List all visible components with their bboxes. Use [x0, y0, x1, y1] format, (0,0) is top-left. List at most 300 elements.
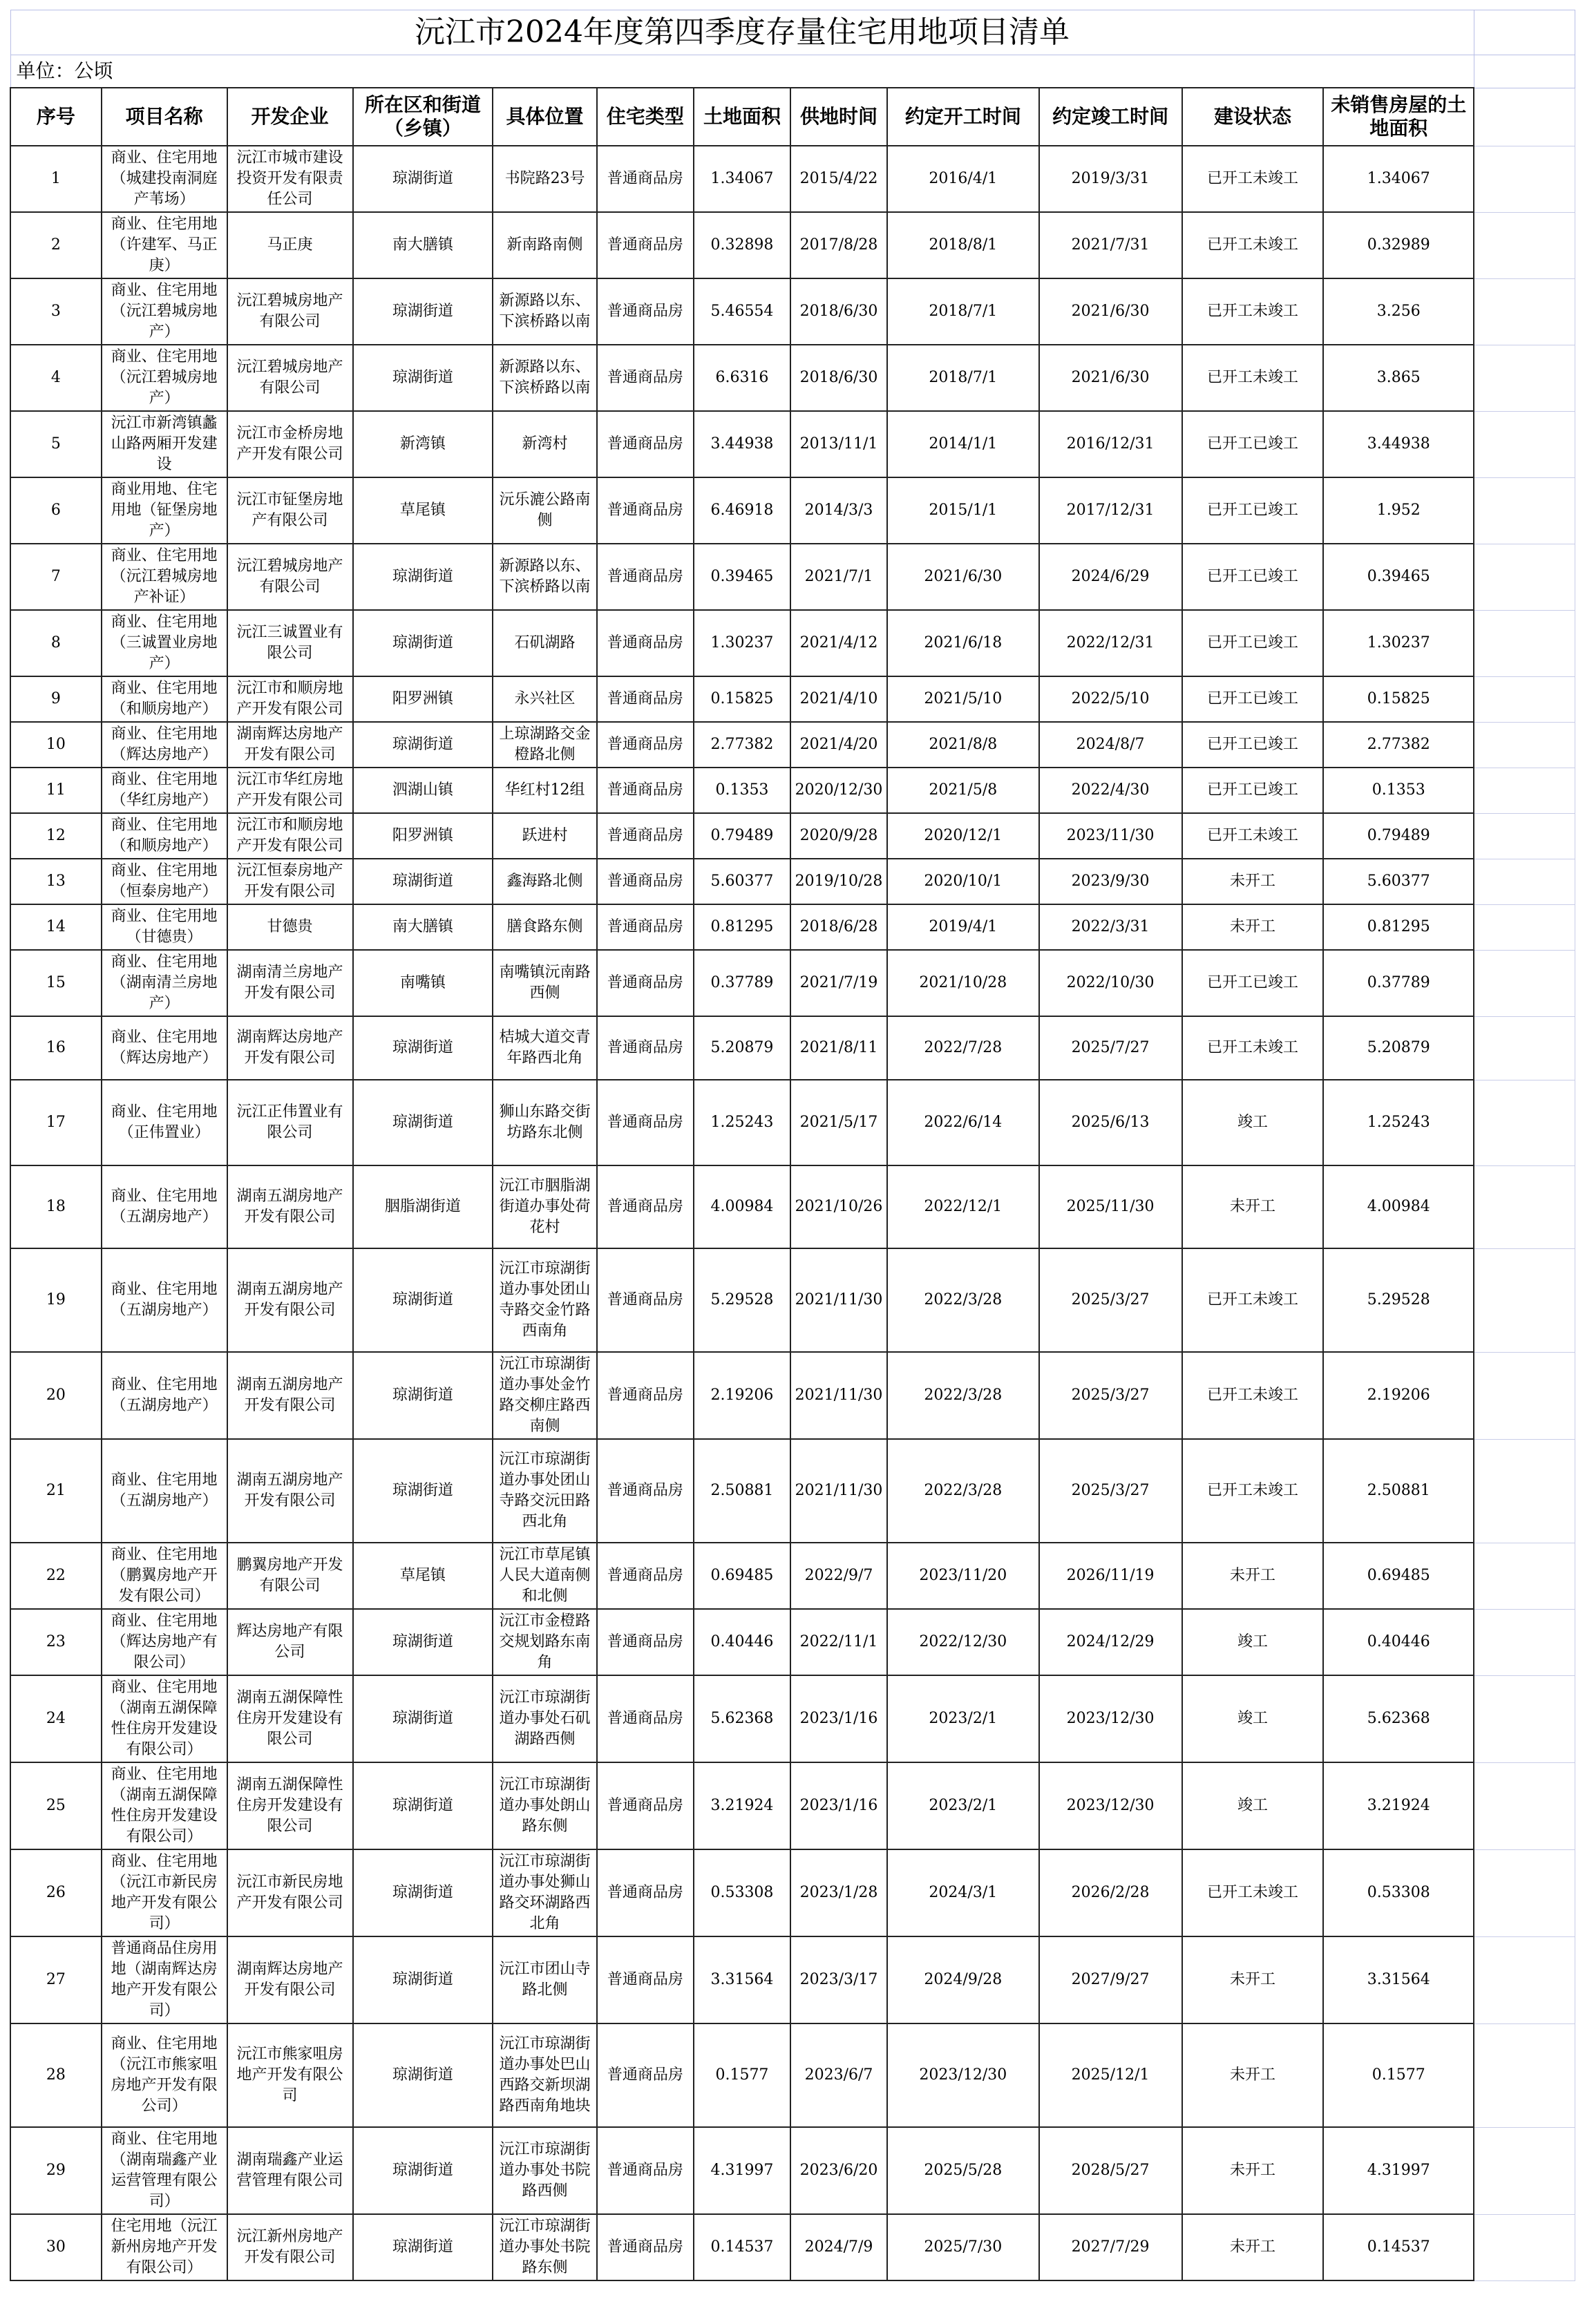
- blank-cell: [1474, 411, 1575, 477]
- cell-completion-date: 2021/6/30: [1039, 278, 1182, 345]
- cell-location: 沅江市琼湖街道办事处团山寺路交沅田路西北角: [493, 1439, 597, 1543]
- blank-cell: [1474, 768, 1575, 813]
- blank-cell: [1474, 950, 1575, 1016]
- cell-status: 竣工: [1182, 1675, 1324, 1762]
- cell-start-date: 2025/5/28: [887, 2127, 1039, 2214]
- cell-completion-date: 2022/3/31: [1039, 904, 1182, 950]
- cell-status: 已开工未竣工: [1182, 813, 1324, 859]
- col-header-land-area: 土地面积: [694, 88, 790, 146]
- cell-project-name: 商业、住宅用地（五湖房地产）: [102, 1352, 227, 1439]
- table-body: [10, 146, 1575, 2280]
- cell-serial: 7: [10, 544, 102, 610]
- cell-start-date: 2022/12/1: [887, 1165, 1039, 1248]
- cell-serial: 29: [10, 2127, 102, 2214]
- cell-project-name: 商业、住宅用地（五湖房地产）: [102, 1248, 227, 1352]
- spreadsheet: [10, 10, 1575, 2281]
- cell-start-date: 2023/11/20: [887, 1543, 1039, 1609]
- cell-developer: 沅江市熊家咀房地产开发有限公司: [227, 2023, 353, 2127]
- land-project-table: [10, 10, 1575, 2281]
- cell-supply-date: 2021/10/26: [790, 1165, 887, 1248]
- cell-developer: 湖南瑞鑫产业运营管理有限公司: [227, 2127, 353, 2214]
- cell-start-date: 2021/5/8: [887, 768, 1039, 813]
- cell-start-date: 2023/12/30: [887, 2023, 1039, 2127]
- cell-location: 沅江市琼湖街道办事处团山寺路交金竹路西南角: [493, 1248, 597, 1352]
- cell-supply-date: 2021/7/19: [790, 950, 887, 1016]
- cell-district: 琼湖街道: [353, 1609, 493, 1675]
- table-row: [10, 950, 1575, 1016]
- cell-status: 已开工未竣工: [1182, 1248, 1324, 1352]
- cell-housing-type: 普通商品房: [597, 2214, 694, 2280]
- blank-cell: [1474, 1609, 1575, 1675]
- cell-status: 已开工已竣工: [1182, 477, 1324, 544]
- col-header-housing-type: 住宅类型: [597, 88, 694, 146]
- table-row: [10, 1439, 1575, 1543]
- table-row: [10, 610, 1575, 676]
- cell-developer: 沅江市华红房地产开发有限公司: [227, 768, 353, 813]
- cell-supply-date: 2018/6/28: [790, 904, 887, 950]
- cell-location: 沅江市琼湖街道办事处石矶湖路西侧: [493, 1675, 597, 1762]
- cell-unsold-area: 0.14537: [1323, 2214, 1474, 2280]
- cell-housing-type: 普通商品房: [597, 1675, 694, 1762]
- cell-unsold-area: 0.40446: [1323, 1609, 1474, 1675]
- cell-serial: 11: [10, 768, 102, 813]
- cell-project-name: 商业、住宅用地（湖南清兰房地产）: [102, 950, 227, 1016]
- cell-project-name: 商业、住宅用地（沅江碧城房地产）: [102, 278, 227, 345]
- table-row: [10, 1762, 1575, 1849]
- cell-status: 已开工未竣工: [1182, 1439, 1324, 1543]
- cell-status: 已开工已竣工: [1182, 676, 1324, 722]
- blank-cell: [1474, 2127, 1575, 2214]
- cell-start-date: 2019/4/1: [887, 904, 1039, 950]
- cell-location: 沅江市团山寺路北侧: [493, 1936, 597, 2023]
- cell-developer: 湖南五湖房地产开发有限公司: [227, 1248, 353, 1352]
- table-row: [10, 2214, 1575, 2280]
- cell-serial: 28: [10, 2023, 102, 2127]
- cell-status: 未开工: [1182, 904, 1324, 950]
- cell-housing-type: 普通商品房: [597, 278, 694, 345]
- cell-housing-type: 普通商品房: [597, 1165, 694, 1248]
- cell-start-date: 2021/10/28: [887, 950, 1039, 1016]
- cell-unsold-area: 2.19206: [1323, 1352, 1474, 1439]
- cell-project-name: 商业、住宅用地（沅江市新民房地产开发有限公司）: [102, 1849, 227, 1936]
- cell-district: 琼湖街道: [353, 2023, 493, 2127]
- cell-serial: 18: [10, 1165, 102, 1248]
- cell-unsold-area: 5.20879: [1323, 1016, 1474, 1080]
- table-row: [10, 1675, 1575, 1762]
- cell-developer: 沅江市钲堡房地产有限公司: [227, 477, 353, 544]
- cell-status: 未开工: [1182, 2023, 1324, 2127]
- cell-unsold-area: 3.31564: [1323, 1936, 1474, 2023]
- cell-serial: 6: [10, 477, 102, 544]
- table-row: [10, 212, 1575, 278]
- cell-supply-date: 2023/6/20: [790, 2127, 887, 2214]
- cell-serial: 20: [10, 1352, 102, 1439]
- col-header-location: 具体位置: [493, 88, 597, 146]
- cell-land-area: 4.31997: [694, 2127, 790, 2214]
- cell-serial: 26: [10, 1849, 102, 1936]
- cell-housing-type: 普通商品房: [597, 1248, 694, 1352]
- table-row: [10, 278, 1575, 345]
- cell-location: 南嘴镇沅南路西侧: [493, 950, 597, 1016]
- cell-project-name: 商业、住宅用地（沅江碧城房地产）: [102, 345, 227, 411]
- cell-developer: 沅江市和顺房地产开发有限公司: [227, 813, 353, 859]
- cell-housing-type: 普通商品房: [597, 1016, 694, 1080]
- cell-developer: 沅江正伟置业有限公司: [227, 1080, 353, 1165]
- cell-developer: 湖南清兰房地产开发有限公司: [227, 950, 353, 1016]
- cell-project-name: 商业、住宅用地（华红房地产）: [102, 768, 227, 813]
- cell-district: 草尾镇: [353, 477, 493, 544]
- cell-location: 沅乐漉公路南侧: [493, 477, 597, 544]
- cell-district: 琼湖街道: [353, 1016, 493, 1080]
- cell-project-name: 商业、住宅用地（五湖房地产）: [102, 1165, 227, 1248]
- table-row: [10, 1543, 1575, 1609]
- cell-serial: 17: [10, 1080, 102, 1165]
- blank-cell: [1474, 345, 1575, 411]
- cell-housing-type: 普通商品房: [597, 676, 694, 722]
- cell-developer: 湖南五湖房地产开发有限公司: [227, 1439, 353, 1543]
- col-header-developer: 开发企业: [227, 88, 353, 146]
- cell-start-date: 2023/2/1: [887, 1762, 1039, 1849]
- cell-location: 沅江市琼湖街道办事处书院路东侧: [493, 2214, 597, 2280]
- cell-status: 未开工: [1182, 1936, 1324, 2023]
- cell-start-date: 2014/1/1: [887, 411, 1039, 477]
- cell-location: 书院路23号: [493, 146, 597, 212]
- cell-completion-date: 2028/5/27: [1039, 2127, 1182, 2214]
- blank-cell: [1474, 1165, 1575, 1248]
- cell-developer: 鹏翼房地产开发有限公司: [227, 1543, 353, 1609]
- blank-cell: [1474, 55, 1575, 88]
- cell-project-name: 住宅用地（沅江新州房地产开发有限公司）: [102, 2214, 227, 2280]
- cell-unsold-area: 0.81295: [1323, 904, 1474, 950]
- cell-project-name: 商业、住宅用地（湖南五湖保障性住房开发建设有限公司）: [102, 1675, 227, 1762]
- cell-status: 已开工未竣工: [1182, 146, 1324, 212]
- cell-unsold-area: 3.44938: [1323, 411, 1474, 477]
- cell-completion-date: 2021/7/31: [1039, 212, 1182, 278]
- cell-supply-date: 2021/5/17: [790, 1080, 887, 1165]
- cell-district: 琼湖街道: [353, 2127, 493, 2214]
- table-row: [10, 768, 1575, 813]
- cell-project-name: 商业、住宅用地（和顺房地产）: [102, 813, 227, 859]
- cell-location: 新源路以东、下滨桥路以南: [493, 544, 597, 610]
- cell-housing-type: 普通商品房: [597, 768, 694, 813]
- cell-land-area: 0.53308: [694, 1849, 790, 1936]
- cell-location: 沅江市琼湖街道办事处金竹路交柳庄路西南侧: [493, 1352, 597, 1439]
- table-row: [10, 1165, 1575, 1248]
- cell-unsold-area: 2.50881: [1323, 1439, 1474, 1543]
- cell-supply-date: 2013/11/1: [790, 411, 887, 477]
- cell-status: 已开工已竣工: [1182, 610, 1324, 676]
- cell-land-area: 0.39465: [694, 544, 790, 610]
- blank-cell: [1474, 1543, 1575, 1609]
- cell-land-area: 5.20879: [694, 1016, 790, 1080]
- cell-district: 琼湖街道: [353, 610, 493, 676]
- col-header-start-date: 约定开工时间: [887, 88, 1039, 146]
- cell-supply-date: 2021/7/1: [790, 544, 887, 610]
- cell-completion-date: 2025/12/1: [1039, 2023, 1182, 2127]
- cell-housing-type: 普通商品房: [597, 1439, 694, 1543]
- cell-supply-date: 2022/11/1: [790, 1609, 887, 1675]
- cell-housing-type: 普通商品房: [597, 1352, 694, 1439]
- blank-cell: [1474, 212, 1575, 278]
- cell-land-area: 3.31564: [694, 1936, 790, 2023]
- cell-start-date: 2021/5/10: [887, 676, 1039, 722]
- cell-housing-type: 普通商品房: [597, 345, 694, 411]
- table-row: [10, 813, 1575, 859]
- cell-housing-type: 普通商品房: [597, 950, 694, 1016]
- cell-start-date: 2020/10/1: [887, 859, 1039, 904]
- blank-cell: [1474, 2214, 1575, 2280]
- blank-cell: [1474, 1080, 1575, 1165]
- cell-unsold-area: 0.69485: [1323, 1543, 1474, 1609]
- cell-housing-type: 普通商品房: [597, 610, 694, 676]
- cell-completion-date: 2023/11/30: [1039, 813, 1182, 859]
- table-row: [10, 859, 1575, 904]
- cell-completion-date: 2023/9/30: [1039, 859, 1182, 904]
- cell-land-area: 1.30237: [694, 610, 790, 676]
- cell-completion-date: 2024/12/29: [1039, 1609, 1182, 1675]
- cell-unsold-area: 0.1353: [1323, 768, 1474, 813]
- cell-location: 膳食路东侧: [493, 904, 597, 950]
- document-title: 沅江市2024年度第四季度存量住宅用地项目清单: [10, 10, 1474, 55]
- cell-district: 新湾镇: [353, 411, 493, 477]
- table-row: [10, 1016, 1575, 1080]
- cell-project-name: 商业、住宅用地（甘德贵）: [102, 904, 227, 950]
- cell-developer: 沅江三诚置业有限公司: [227, 610, 353, 676]
- cell-location: 新湾村: [493, 411, 597, 477]
- table-row: [10, 676, 1575, 722]
- cell-district: 琼湖街道: [353, 1849, 493, 1936]
- cell-developer: 沅江市和顺房地产开发有限公司: [227, 676, 353, 722]
- cell-developer: 沅江市新民房地产开发有限公司: [227, 1849, 353, 1936]
- cell-district: 琼湖街道: [353, 1675, 493, 1762]
- cell-completion-date: 2022/12/31: [1039, 610, 1182, 676]
- cell-land-area: 1.34067: [694, 146, 790, 212]
- cell-status: 已开工已竣工: [1182, 411, 1324, 477]
- cell-housing-type: 普通商品房: [597, 2127, 694, 2214]
- cell-location: 沅江市草尾镇人民大道南侧和北侧: [493, 1543, 597, 1609]
- cell-district: 琼湖街道: [353, 2214, 493, 2280]
- cell-developer: 沅江市金桥房地产开发有限公司: [227, 411, 353, 477]
- cell-status: 已开工已竣工: [1182, 722, 1324, 768]
- cell-land-area: 3.21924: [694, 1762, 790, 1849]
- cell-supply-date: 2021/4/10: [790, 676, 887, 722]
- table-row: [10, 544, 1575, 610]
- blank-cell: [1474, 2023, 1575, 2127]
- unit-label: 单位：公顷: [10, 55, 1474, 88]
- cell-start-date: 2022/3/28: [887, 1352, 1039, 1439]
- table-row: [10, 146, 1575, 212]
- cell-developer: 沅江碧城房地产有限公司: [227, 544, 353, 610]
- cell-housing-type: 普通商品房: [597, 544, 694, 610]
- cell-developer: 湖南五湖保障性住房开发建设有限公司: [227, 1762, 353, 1849]
- cell-serial: 10: [10, 722, 102, 768]
- cell-district: 琼湖街道: [353, 1762, 493, 1849]
- cell-district: 胭脂湖街道: [353, 1165, 493, 1248]
- blank-cell: [1474, 1936, 1575, 2023]
- cell-serial: 3: [10, 278, 102, 345]
- cell-land-area: 0.1577: [694, 2023, 790, 2127]
- cell-supply-date: 2023/1/16: [790, 1762, 887, 1849]
- cell-serial: 30: [10, 2214, 102, 2280]
- cell-housing-type: 普通商品房: [597, 1762, 694, 1849]
- cell-land-area: 2.77382: [694, 722, 790, 768]
- blank-cell: [1474, 1675, 1575, 1762]
- cell-location: 沅江市琼湖街道办事处书院路西侧: [493, 2127, 597, 2214]
- cell-housing-type: 普通商品房: [597, 146, 694, 212]
- cell-serial: 12: [10, 813, 102, 859]
- cell-start-date: 2020/12/1: [887, 813, 1039, 859]
- cell-location: 上琼湖路交金橙路北侧: [493, 722, 597, 768]
- cell-district: 琼湖街道: [353, 1248, 493, 1352]
- blank-cell: [1474, 813, 1575, 859]
- col-header-project-name: 项目名称: [102, 88, 227, 146]
- cell-completion-date: 2022/4/30: [1039, 768, 1182, 813]
- cell-start-date: 2018/8/1: [887, 212, 1039, 278]
- cell-supply-date: 2021/11/30: [790, 1248, 887, 1352]
- cell-serial: 19: [10, 1248, 102, 1352]
- cell-start-date: 2022/3/28: [887, 1248, 1039, 1352]
- cell-district: 琼湖街道: [353, 1080, 493, 1165]
- cell-unsold-area: 3.256: [1323, 278, 1474, 345]
- blank-cell: [1474, 278, 1575, 345]
- cell-developer: 辉达房地产有限公司: [227, 1609, 353, 1675]
- cell-unsold-area: 5.62368: [1323, 1675, 1474, 1762]
- cell-completion-date: 2021/6/30: [1039, 345, 1182, 411]
- table-row: [10, 722, 1575, 768]
- cell-completion-date: 2024/6/29: [1039, 544, 1182, 610]
- table-row: [10, 1849, 1575, 1936]
- cell-unsold-area: 0.32989: [1323, 212, 1474, 278]
- col-header-serial: 序号: [10, 88, 102, 146]
- cell-location: 新源路以东、下滨桥路以南: [493, 345, 597, 411]
- cell-unsold-area: 0.53308: [1323, 1849, 1474, 1936]
- cell-housing-type: 普通商品房: [597, 1609, 694, 1675]
- cell-unsold-area: 2.77382: [1323, 722, 1474, 768]
- cell-land-area: 6.6316: [694, 345, 790, 411]
- cell-serial: 4: [10, 345, 102, 411]
- cell-district: 琼湖街道: [353, 722, 493, 768]
- cell-location: 鑫海路北侧: [493, 859, 597, 904]
- cell-supply-date: 2020/9/28: [790, 813, 887, 859]
- cell-completion-date: 2025/3/27: [1039, 1439, 1182, 1543]
- cell-supply-date: 2021/4/12: [790, 610, 887, 676]
- blank-cell: [1474, 904, 1575, 950]
- cell-location: 沅江市琼湖街道办事处狮山路交环湖路西北角: [493, 1849, 597, 1936]
- col-header-unsold-area: 未销售房屋的土地面积: [1323, 88, 1474, 146]
- cell-district: 琼湖街道: [353, 1439, 493, 1543]
- cell-serial: 21: [10, 1439, 102, 1543]
- blank-cell: [1474, 1439, 1575, 1543]
- blank-cell: [1474, 10, 1575, 55]
- cell-status: 竣工: [1182, 1609, 1324, 1675]
- cell-supply-date: 2015/4/22: [790, 146, 887, 212]
- cell-serial: 23: [10, 1609, 102, 1675]
- cell-completion-date: 2025/7/27: [1039, 1016, 1182, 1080]
- cell-district: 阳罗洲镇: [353, 676, 493, 722]
- cell-project-name: 沅江市新湾镇蠡山路两厢开发建设: [102, 411, 227, 477]
- cell-housing-type: 普通商品房: [597, 212, 694, 278]
- cell-unsold-area: 0.1577: [1323, 2023, 1474, 2127]
- cell-housing-type: 普通商品房: [597, 1849, 694, 1936]
- cell-start-date: 2024/3/1: [887, 1849, 1039, 1936]
- cell-status: 未开工: [1182, 2214, 1324, 2280]
- cell-status: 已开工未竣工: [1182, 278, 1324, 345]
- cell-project-name: 商业、住宅用地（湖南五湖保障性住房开发建设有限公司）: [102, 1762, 227, 1849]
- cell-completion-date: 2026/11/19: [1039, 1543, 1182, 1609]
- cell-status: 已开工未竣工: [1182, 212, 1324, 278]
- cell-supply-date: 2024/7/9: [790, 2214, 887, 2280]
- col-header-district: 所在区和街道（乡镇）: [353, 88, 493, 146]
- cell-district: 琼湖街道: [353, 278, 493, 345]
- cell-developer: 湖南五湖房地产开发有限公司: [227, 1165, 353, 1248]
- cell-housing-type: 普通商品房: [597, 1936, 694, 2023]
- cell-completion-date: 2027/9/27: [1039, 1936, 1182, 2023]
- cell-supply-date: 2021/8/11: [790, 1016, 887, 1080]
- cell-start-date: 2025/7/30: [887, 2214, 1039, 2280]
- blank-cell: [1474, 477, 1575, 544]
- cell-unsold-area: 4.00984: [1323, 1165, 1474, 1248]
- cell-developer: 沅江碧城房地产有限公司: [227, 345, 353, 411]
- table-row: [10, 1080, 1575, 1165]
- cell-supply-date: 2021/4/20: [790, 722, 887, 768]
- cell-land-area: 5.29528: [694, 1248, 790, 1352]
- cell-status: 未开工: [1182, 1165, 1324, 1248]
- cell-housing-type: 普通商品房: [597, 1543, 694, 1609]
- cell-start-date: 2016/4/1: [887, 146, 1039, 212]
- cell-serial: 15: [10, 950, 102, 1016]
- cell-start-date: 2018/7/1: [887, 278, 1039, 345]
- cell-supply-date: 2023/3/17: [790, 1936, 887, 2023]
- blank-cell: [1474, 1849, 1575, 1936]
- cell-project-name: 商业、住宅用地（五湖房地产）: [102, 1439, 227, 1543]
- cell-completion-date: 2027/7/29: [1039, 2214, 1182, 2280]
- cell-unsold-area: 4.31997: [1323, 2127, 1474, 2214]
- cell-housing-type: 普通商品房: [597, 411, 694, 477]
- cell-unsold-area: 5.29528: [1323, 1248, 1474, 1352]
- cell-land-area: 1.25243: [694, 1080, 790, 1165]
- cell-serial: 9: [10, 676, 102, 722]
- cell-project-name: 商业、住宅用地（辉达房地产有限公司）: [102, 1609, 227, 1675]
- cell-housing-type: 普通商品房: [597, 859, 694, 904]
- cell-completion-date: 2025/3/27: [1039, 1352, 1182, 1439]
- cell-district: 琼湖街道: [353, 146, 493, 212]
- cell-unsold-area: 1.34067: [1323, 146, 1474, 212]
- cell-start-date: 2021/6/30: [887, 544, 1039, 610]
- cell-location: 桔城大道交青年路西北角: [493, 1016, 597, 1080]
- cell-district: 泗湖山镇: [353, 768, 493, 813]
- cell-location: 沅江市琼湖街道办事处朗山路东侧: [493, 1762, 597, 1849]
- cell-land-area: 3.44938: [694, 411, 790, 477]
- cell-housing-type: 普通商品房: [597, 813, 694, 859]
- cell-completion-date: 2022/10/30: [1039, 950, 1182, 1016]
- cell-start-date: 2022/12/30: [887, 1609, 1039, 1675]
- cell-land-area: 0.69485: [694, 1543, 790, 1609]
- cell-location: 沅江市琼湖街道办事处巴山西路交新坝湖路西南角地块: [493, 2023, 597, 2127]
- cell-serial: 5: [10, 411, 102, 477]
- cell-status: 竣工: [1182, 1762, 1324, 1849]
- blank-cell: [1474, 1016, 1575, 1080]
- cell-land-area: 0.32898: [694, 212, 790, 278]
- cell-supply-date: 2017/8/28: [790, 212, 887, 278]
- cell-start-date: 2022/7/28: [887, 1016, 1039, 1080]
- cell-location: 狮山东路交街坊路东北侧: [493, 1080, 597, 1165]
- cell-developer: 沅江新州房地产开发有限公司: [227, 2214, 353, 2280]
- cell-status: 未开工: [1182, 859, 1324, 904]
- cell-supply-date: 2021/11/30: [790, 1439, 887, 1543]
- table-row: [10, 345, 1575, 411]
- cell-location: 新南路南侧: [493, 212, 597, 278]
- cell-completion-date: 2025/11/30: [1039, 1165, 1182, 1248]
